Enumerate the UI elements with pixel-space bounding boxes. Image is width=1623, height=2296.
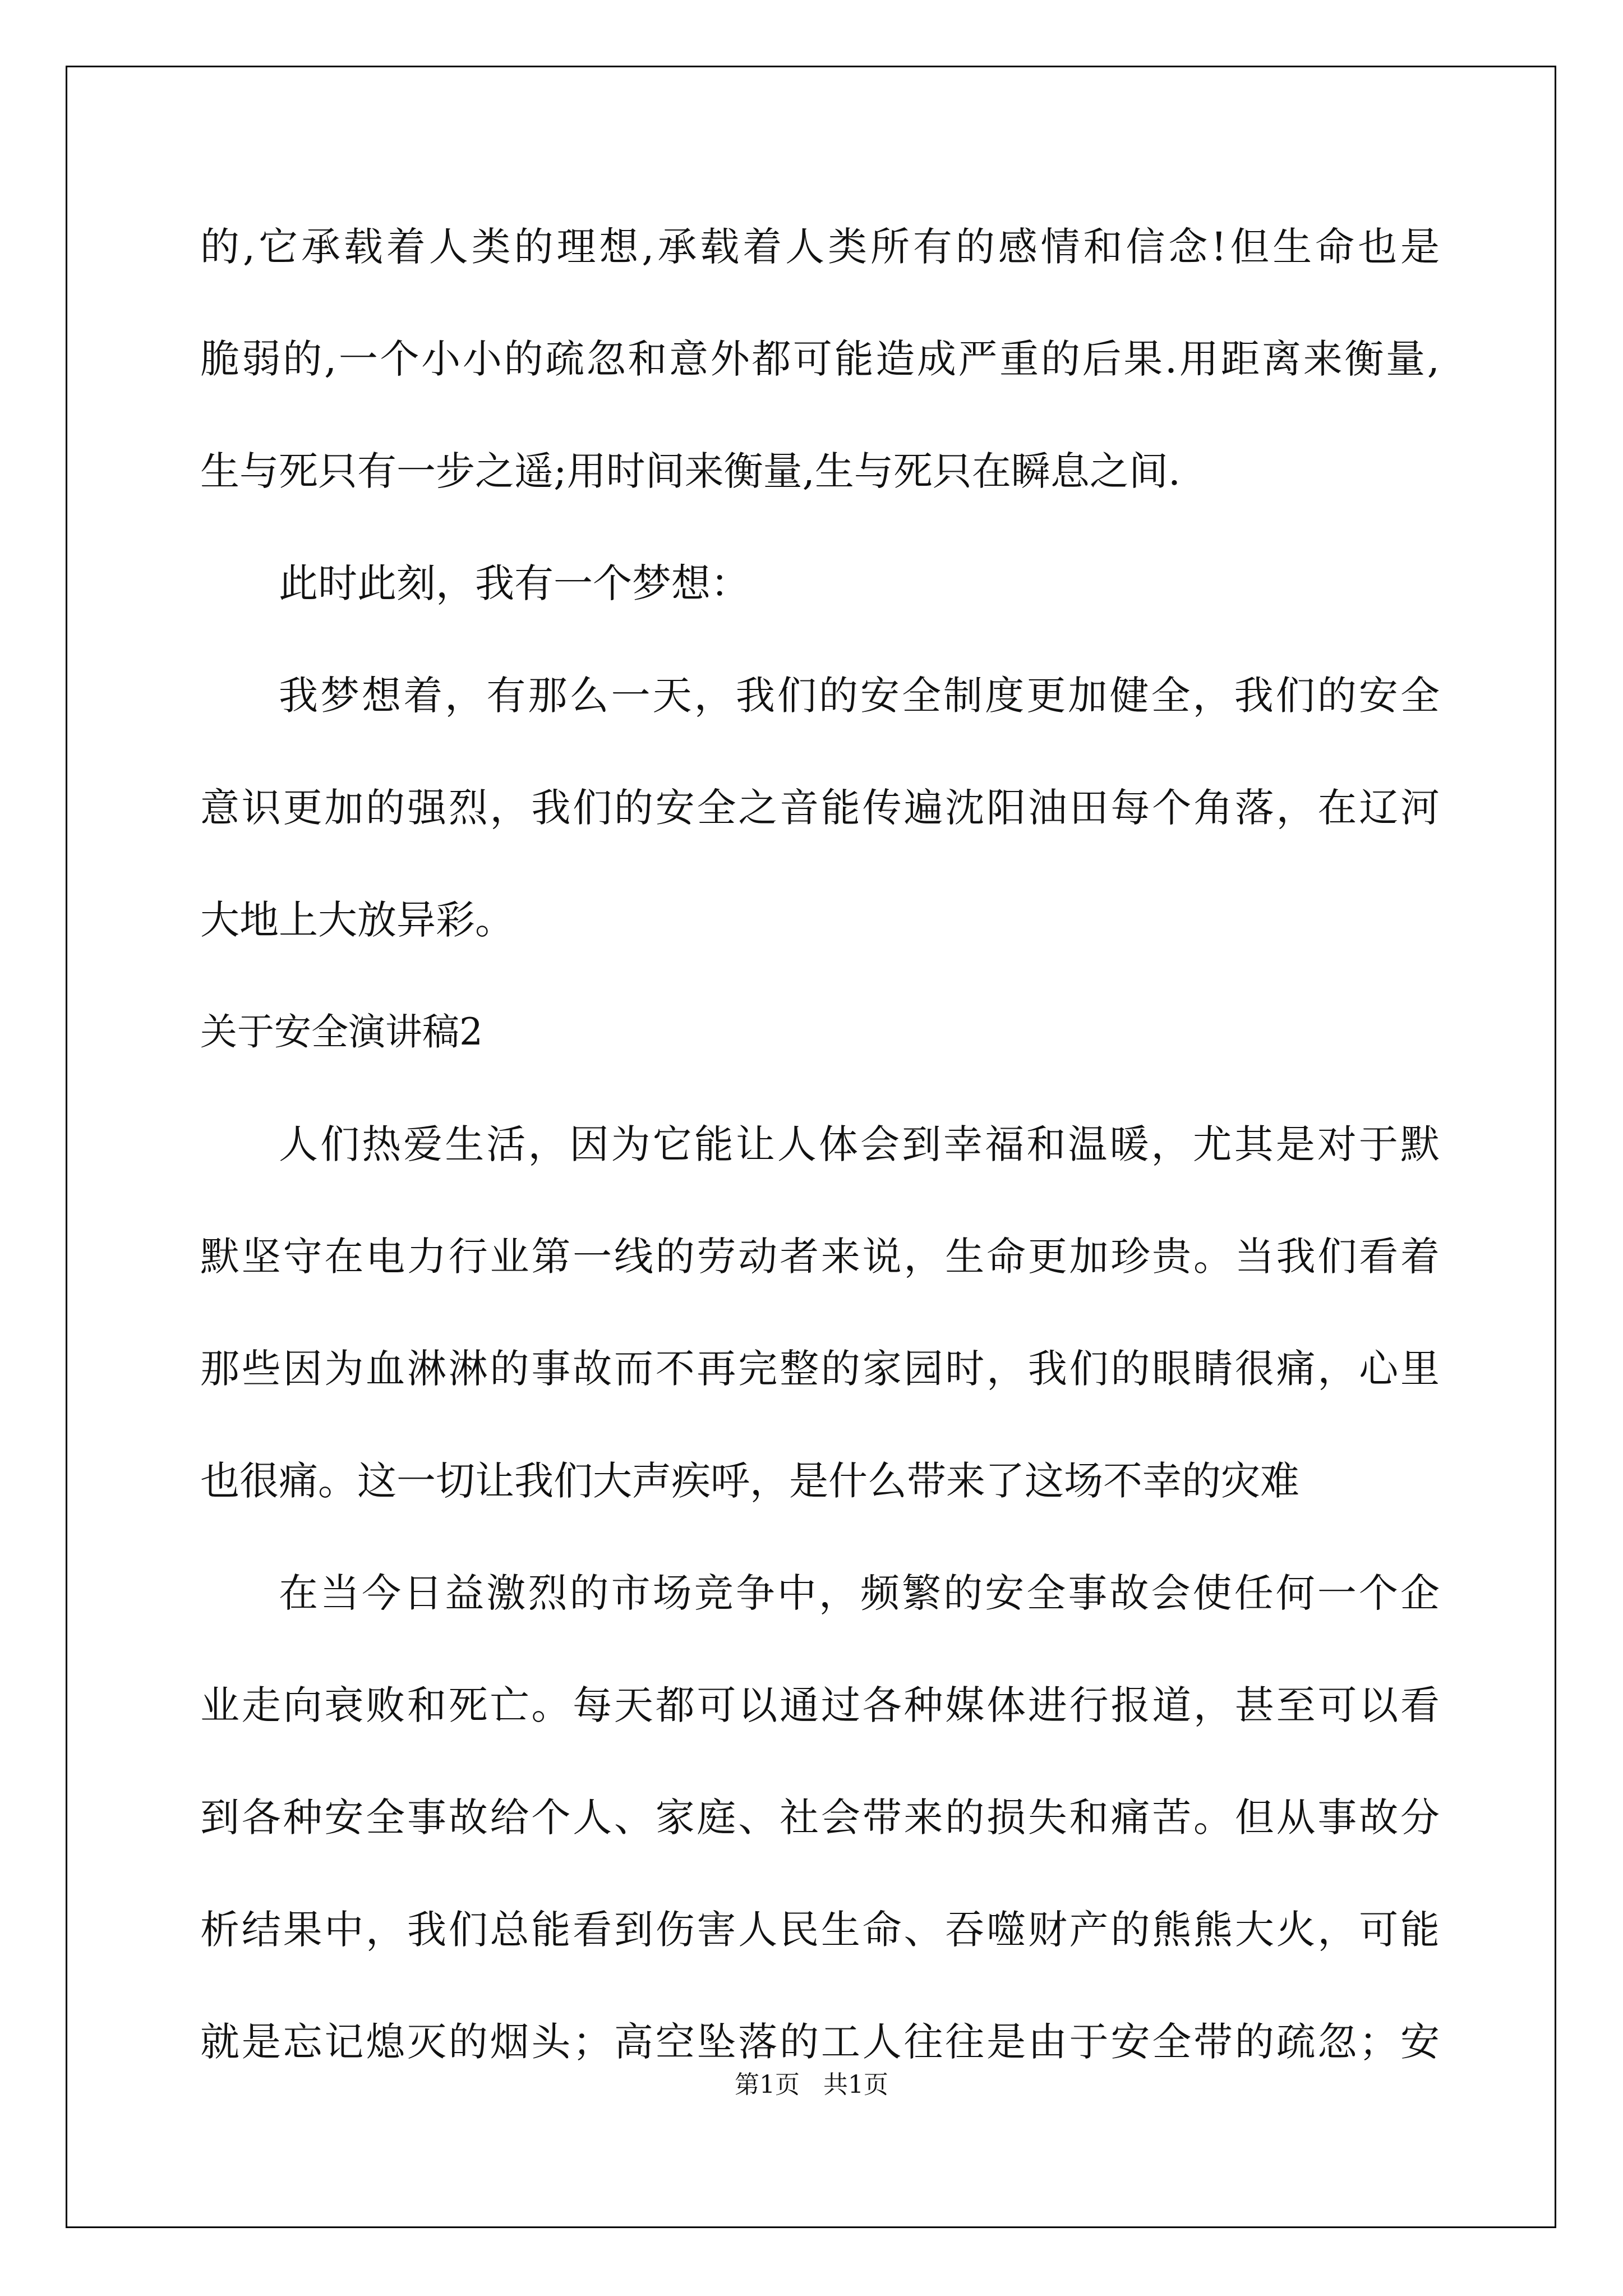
section-heading: 关于安全演讲稿2: [200, 1010, 483, 1053]
text-line: 人们热爱生活，因为它能让人体会到幸福和温暖，尤其是对于默: [279, 1121, 1440, 1167]
text-line: 就是忘记熄灭的烟头；高空坠落的工人往往是由于安全带的疏忽；安: [200, 2019, 1440, 2065]
text-line: 意识更加的强烈，我们的安全之音能传遍沈阳油田每个角落，在辽河: [200, 785, 1440, 831]
document-body: [200, 210, 1440, 2118]
text-line: 到各种安全事故给个人、家庭、社会带来的损失和痛苦。但从事故分: [200, 1795, 1440, 1841]
text-line: 此时此刻，我有一个梦想：: [279, 560, 750, 606]
text-line: 脆弱的,一个小小的疏忽和意外都可能造成严重的后果.用距离来衡量,: [200, 336, 1440, 382]
text-line: 在当今日益激烈的市场竞争中，频繁的安全事故会使任何一个企: [279, 1570, 1440, 1616]
text-line: 大地上大放异彩。: [200, 897, 514, 943]
text-line: 的,它承载着人类的理想,承载着人类所有的感情和信念!但生命也是: [200, 224, 1440, 270]
text-line: 那些因为血淋淋的事故而不再完整的家园时，我们的眼睛很痛，心里: [200, 1346, 1440, 1392]
text-line: 也很痛。这一切让我们大声疾呼，是什么带来了这场不幸的灾难: [200, 1458, 1299, 1504]
text-line: 我梦想着，有那么一天，我们的安全制度更加健全，我们的安全: [279, 673, 1440, 719]
text-line: 默坚守在电力行业第一线的劳动者来说，生命更加珍贵。当我们看着: [200, 1234, 1440, 1280]
page-footer: 第1页 共1页: [735, 2070, 888, 2099]
text-line: 析结果中，我们总能看到伤害人民生命、吞噬财产的熊熊大火，可能: [200, 1907, 1440, 1953]
text-line: 业走向衰败和死亡。每天都可以通过各种媒体进行报道，甚至可以看: [200, 1682, 1440, 1728]
text-line: 生与死只有一步之遥;用时间来衡量,生与死只在瞬息之间.: [200, 448, 1181, 494]
